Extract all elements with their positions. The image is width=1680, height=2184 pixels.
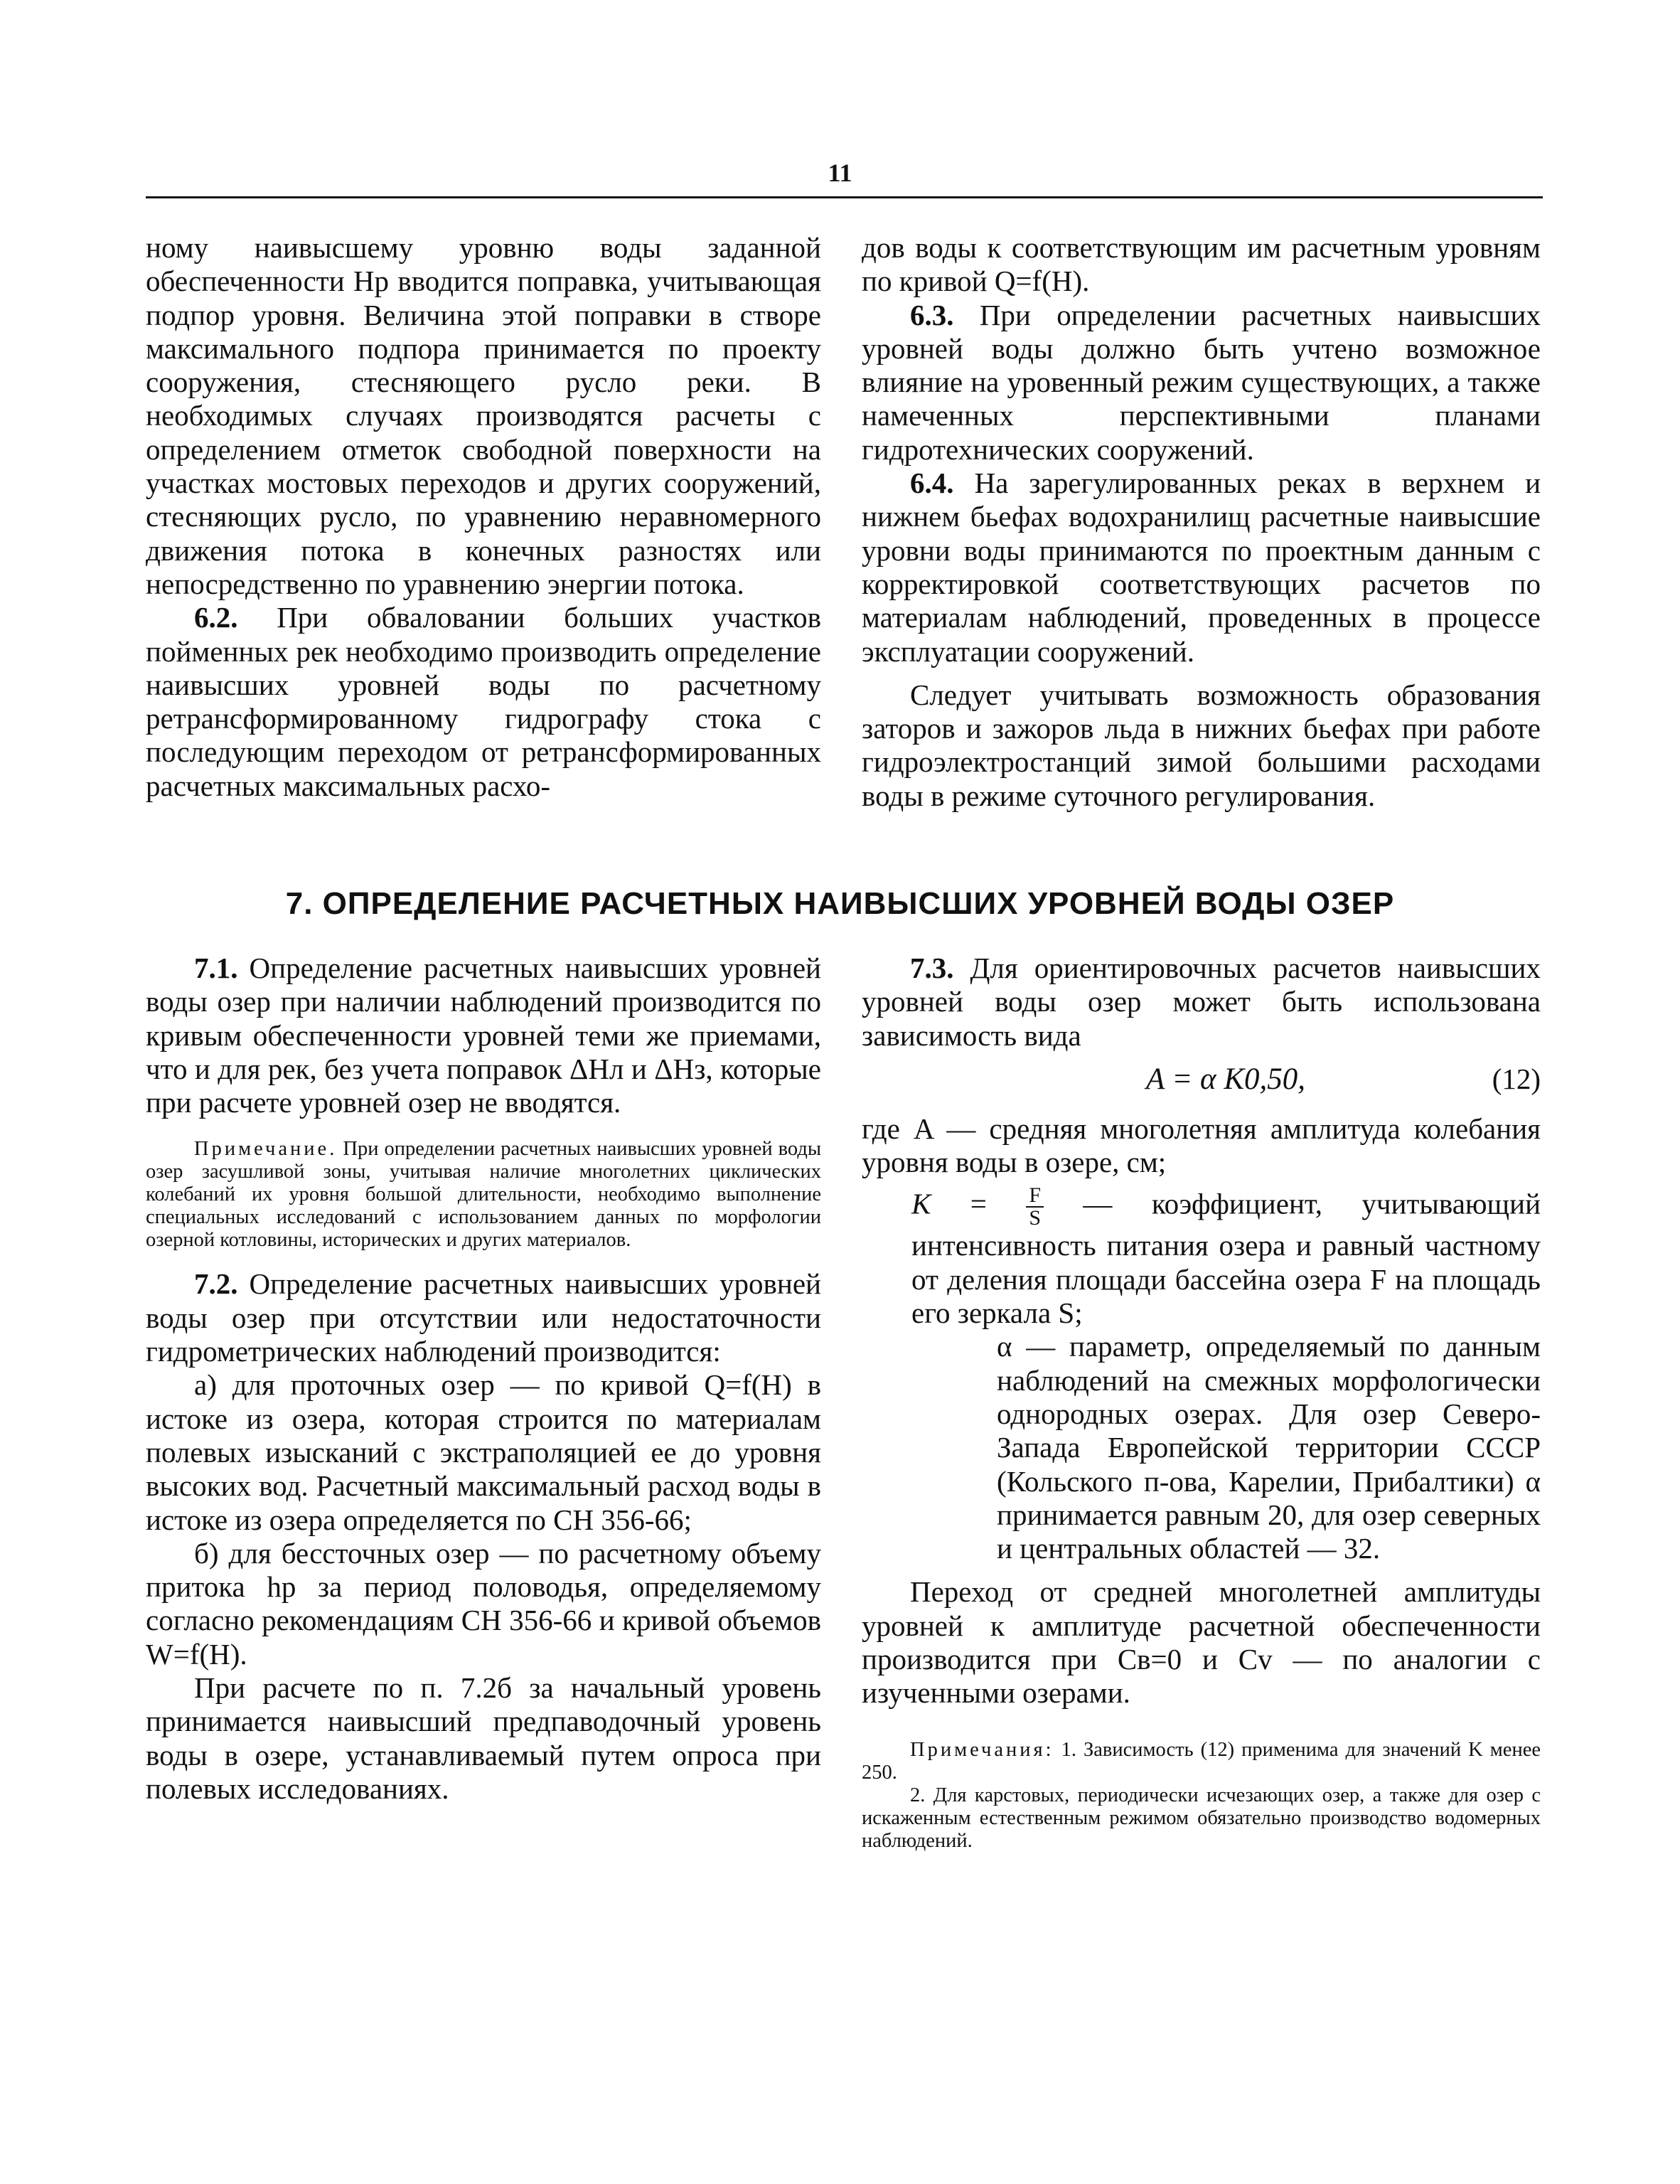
where-alpha: α — параметр, определяемый по данным наблюдений на смежных морфологически однородных озерах. Для озер Северо-Запада Европейской территории СССР (Кольского п-ова, Карелии, Прибалтики) α принимается равным 20, для озер северных и центральных областей — 32. <box>997 1330 1541 1565</box>
clause-number: 7.3. <box>910 952 954 984</box>
paragraph: Переход от средней многолетней амплитуды уровней к амплитуде расчетной обеспеченности производится при Cв=0 и Cv — по аналогии с изученными озерами. <box>862 1575 1541 1710</box>
paragraph-6-2 <box>146 601 821 803</box>
paragraph-text: При обваловании больших участков пойменных рек необходимо производить определение наивысших уровней воды по расчетному ретрансформированному гидрографу стока с последующим переходом от ретрансформированных расчетных максимальных расхо- <box>146 601 821 802</box>
note-2: 2. Для карстовых, периодически исчезающих озер, а также для озер с искаженным естественным режимом обязательно производство водомерных наблюдений. <box>862 1784 1541 1852</box>
item-a: а) для проточных озер — по кривой Q=f(H) в истоке из озера, которая строится по материалам полевых изысканий с экстраполяцией ее до уровня высоких вод. Расчетный максимальный расход воды в истоке из озера определяется по СН 356-66; <box>146 1368 821 1536</box>
item-b: б) для бессточных озер — по расчетному объему притока hр за период половодья, определяемому согласно рекомендациям СН 356-66 и кривой объемов W=f(H). <box>146 1536 821 1671</box>
header-rule <box>146 196 1543 198</box>
formula-number: (12) <box>1492 1062 1541 1095</box>
paragraph-7-1 <box>146 952 821 1119</box>
paragraph-7-2 <box>146 1267 821 1368</box>
section-heading: 7. ОПРЕДЕЛЕНИЕ РАСЧЕТНЫХ НАИВЫСШИХ УРОВНЕЙ ВОДЫ ОЗЕР <box>285 886 1395 921</box>
paragraph-text: На зарегулированных реках в верхнем и нижнем бьефах водохранилищ расчетные наивысшие уровни воды принимаются по проектным данным с корректировкой соответствующих расчетов по материалам наблюдений, проведенных в процессе эксплуатации сооружений. <box>862 467 1541 668</box>
clause-number: 7.2. <box>194 1267 238 1301</box>
note-text: При определении расчетных наивысших уровней воды озер засушливой зоны, учитывая наличие многолетних циклических колебаний их уровня большой длительности, необходимо выполнение специальных исследований с использованием данных по морфологии озерной котловины, исторических и других материалов. <box>146 1138 822 1252</box>
right-top-column <box>862 231 1541 813</box>
clause-number: 6.4. <box>910 467 954 500</box>
note <box>146 1138 821 1252</box>
paragraph: Следует учитывать возможность образования заторов и зажоров льда в нижних бьефах при работе гидроэлектростанций зимой большими расходами воды в режиме суточного регулирования. <box>862 678 1541 812</box>
paragraph-6-4 <box>862 467 1541 668</box>
paragraph: При расчете по п. 7.2б за начальный уровень принимается наивысший предпаводочный уровень воды в озере, устанавливаемый путем опроса при полевых исследованиях. <box>146 1671 821 1805</box>
where-k-text: — коэффициент, учитывающий интенсивность питания озера и равный частному от деления площади бассейна озера F на площадь его зеркала S; <box>911 1187 1541 1330</box>
fraction-f-over-s: $\frac{F}{S}$ <box>1026 1185 1044 1229</box>
paragraph-text: Определение расчетных наивысших уровней воды озер при отсутствии или недостаточности гидрометрических наблюдений производится: <box>146 1267 821 1368</box>
paragraph: ному наивысшему уровню воды заданной обеспеченности Hр вводится поправка, учитывающая подпор уровня. Величина этой поправки в створе максимального подпора принимается по проекту сооружения, стесняющего русло реки. В необходимых случаях производятся расчеты с определением отметок свободной поверхности на участках мостовых переходов и других сооружений, стесняющих русло, по уравнению неравномерного движения потока в конечных разностях или непосредственно по уравнению энергии потока. <box>146 231 821 600</box>
notes <box>862 1739 1541 1853</box>
paragraph-text: Для ориентировочных расчетов наивысших уровней воды озер может быть использована зависимость вида <box>862 952 1541 1052</box>
left-bottom-column <box>146 952 821 1806</box>
notes-label: Примечания: <box>910 1738 1054 1761</box>
paragraph-text: Определение расчетных наивысших уровней воды озер при наличии наблюдений производится по кривым обеспеченности уровней теми же приемами, что и для рек, без учета поправок ΔHл и ΔHз, которые при расчете уровней озер не вводятся. <box>146 952 821 1119</box>
where-k: K = $\frac{F}{S}$ — коэффициент, учитывающий интенсивность питания озера и равный частному от деления площади бассейна озера F на площадь его зеркала S; <box>911 1183 1541 1330</box>
clause-number: 6.3. <box>910 298 954 331</box>
paragraph: дов воды к соответствующим им расчетным уровням по кривой Q=f(H). <box>862 231 1541 298</box>
note-1: Примечания: 1. Зависимость (12) применима для значений K менее 250. <box>862 1738 1541 1784</box>
right-bottom-column <box>862 952 1541 1853</box>
page-number: 11 <box>828 159 852 187</box>
clause-number: 7.1. <box>194 952 238 984</box>
note-label: Примечание. <box>194 1138 338 1161</box>
paragraph-6-3 <box>862 299 1541 467</box>
clause-number: 6.2. <box>194 601 238 634</box>
formula: A = α K0,50, <box>1146 1062 1306 1096</box>
where-a: где A — средняя многолетняя амплитуда колебания уровня воды в озере, см; <box>862 1112 1541 1179</box>
paragraph-text: При определении расчетных наивысших уровней воды должно быть учтено возможное влияние на уровенный режим существующих, а также намеченных перспективными планами гидротехнических сооружений. <box>862 298 1541 466</box>
formula-12 <box>862 1057 1541 1107</box>
left-top-column <box>146 231 821 803</box>
paragraph-7-3 <box>862 952 1541 1053</box>
